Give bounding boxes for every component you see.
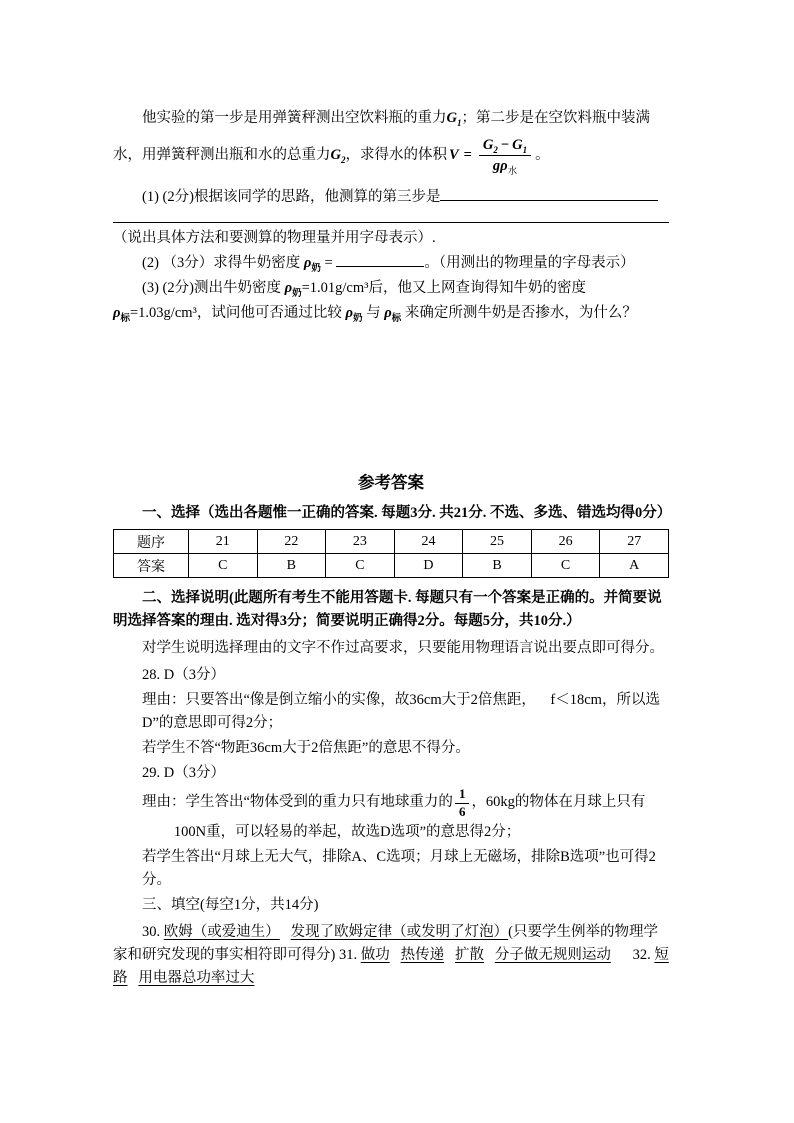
symbol-rho-milk: $\rho_奶$ xyxy=(345,305,363,325)
answer-cell: D xyxy=(394,554,463,578)
symbol-rho-standard: $\rho_标$ xyxy=(384,305,402,325)
question-3-line1 xyxy=(113,277,669,300)
spacer xyxy=(444,947,455,963)
section-1-title: 一、选择（选出各题惟一正确的答案. 每题3分. 共21分. 不选、多选、错选均得0分） xyxy=(142,505,672,522)
answer-blank-density xyxy=(336,252,424,267)
volume-fraction xyxy=(479,136,531,178)
question-1-text: (1) (2分)根据该同学的思路，他测算的第三步是 xyxy=(142,189,441,206)
answer-blank-line xyxy=(440,186,658,201)
question-1-note: （说出具体方法和要测算的物理量并用字母表示）. xyxy=(113,230,436,247)
section-2-title: 二、选择说明(此题所有考生不能用答题卡. 每题只有一个答案是正确的。并简要说明选择答案的理由. 选对得3分；简要说明正确得2分。每题5分，共10分.） xyxy=(113,590,662,630)
symbol-rho-milk: $\rho_奶$ xyxy=(284,280,302,300)
intro-line-1 xyxy=(113,107,669,130)
blank-answer: 做功 xyxy=(360,946,390,963)
answer-continuation-rule xyxy=(113,211,669,223)
minus-sign: − xyxy=(500,137,510,153)
equals-sign: = xyxy=(463,146,472,163)
symbol-rho-standard: $\rho_标$ xyxy=(113,305,130,325)
symbol-G2: $G_2$ xyxy=(330,146,346,165)
question-2-text: (2) （3分）求得牛奶密度 xyxy=(142,255,304,272)
spacer xyxy=(280,924,291,940)
question-1 xyxy=(113,186,669,209)
q28-reason: 理由：只要答出“像是倒立缩小的实像，故36cm大于2倍焦距， f＜18cm，所以选D”的意思即可得2分； xyxy=(142,692,660,732)
answer-cell: B xyxy=(257,554,326,578)
question-number: 27 xyxy=(600,530,669,554)
question-number: 23 xyxy=(326,530,395,554)
q29-label: 29. D（3分） xyxy=(142,765,225,782)
spacer xyxy=(390,947,401,963)
answer-table xyxy=(113,529,669,578)
answer-cell: C xyxy=(326,554,395,578)
blank-answer: 扩散 xyxy=(454,946,484,963)
blank-answer: 欧姆（或爱迪生） xyxy=(163,923,280,940)
intro-text-2: ；第二步是在空饮料瓶中装满 xyxy=(461,110,650,126)
answer-cell: C xyxy=(189,554,258,578)
q28-note: 若学生不答“物距36cm大于2倍焦距”的意思不得分。 xyxy=(142,740,470,757)
blank-answer: 短路 xyxy=(113,946,669,986)
question-number: 26 xyxy=(531,530,600,554)
symbol-G1: $G_1$ xyxy=(446,110,462,128)
blank-answer: 热传递 xyxy=(400,946,445,963)
question-number: 22 xyxy=(257,530,326,554)
intro-text-3: 水，用弹簧秤测出瓶和水的总重力 xyxy=(113,146,331,163)
equals-sign: = xyxy=(320,255,337,272)
q29-reason-text-2: ，60kg的物体在月球上只有 xyxy=(471,794,646,811)
q29-reason-text-1: 理由：学生答出“物体受到的重力只有地球重力的 xyxy=(142,794,453,811)
question-number: 21 xyxy=(189,530,258,554)
question-3-text-5: 来确定所测牛奶是否掺水，为什么？ xyxy=(401,305,637,322)
question-3-text-4: 与 xyxy=(362,305,385,322)
question-3-text-1: (3) (2分)测出牛奶密度 xyxy=(142,280,285,297)
q29-reason-line2: 100N重，可以轻易的举起，故选D选项”的意思得2分； xyxy=(173,823,521,840)
answers-heading: 参考答案 xyxy=(358,473,424,493)
blank-answer: 分子做无规则运动 xyxy=(494,946,611,963)
intro-line-2 xyxy=(113,136,669,178)
table-answer-row xyxy=(114,554,669,578)
one-sixth-fraction: $\frac{1}{6}$ xyxy=(455,787,470,819)
table-header-row xyxy=(114,530,669,554)
symbol-rho-milk: $\rho_奶$ xyxy=(303,255,321,275)
section-2-note: 对学生说明选择理由的文字不作过高要求，只要能用物理语言说出要点即可得分。 xyxy=(142,640,664,657)
intro-text-1: 他实验的第一步是用弹簧秤测出空饮料瓶的重力 xyxy=(142,110,447,126)
intro-text-5: 。 xyxy=(535,146,550,163)
volume-formula xyxy=(448,136,533,178)
answer-cell: A xyxy=(600,554,669,578)
spacer xyxy=(128,970,139,986)
q29-reason-line1 xyxy=(142,787,669,819)
blank-answer: 用电器总功率过大 xyxy=(138,969,255,986)
q30-number: 30. xyxy=(142,923,164,940)
question-3-line2 xyxy=(113,302,669,325)
question-3-text-3: =1.03g/cm³，试问他可否通过比较 xyxy=(130,305,346,322)
intro-text-4: ，求得水的体积 xyxy=(345,146,447,163)
question-3-text-2: =1.01g/cm³后，他又上网查询得知牛奶的密度 xyxy=(301,280,586,297)
q29-note: 若学生答出“月球上无大气，排除A、C选项；月球上无磁场，排除B选项”也可得2分。 xyxy=(142,848,656,888)
question-2 xyxy=(113,252,669,275)
question-2-note: 。（用测出的物理量的字母表示） xyxy=(424,255,635,272)
col-header: 题序 xyxy=(114,530,189,554)
q28-label: 28. D（3分） xyxy=(142,667,225,684)
row-header: 答案 xyxy=(114,554,189,578)
symbol-V: V xyxy=(448,146,459,163)
page-content xyxy=(113,107,672,992)
spacer xyxy=(484,947,495,963)
fraction-numerator: $G_2 - G_1$ xyxy=(479,136,531,156)
section-3-title: 三、填空(每空1分，共14分) xyxy=(142,896,319,913)
blank-answer: 发现了欧姆定律（或发明了灯泡） xyxy=(290,923,509,940)
q31-number: 31. xyxy=(338,946,361,963)
question-number: 24 xyxy=(394,530,463,554)
answer-cell: B xyxy=(463,554,532,578)
fraction-denominator: $g\rho_水$ xyxy=(492,158,518,178)
q30-note: (只要学生例举的物理学家和研究发现的事实相符即可得分) xyxy=(113,923,658,963)
q32-number: 32. xyxy=(610,946,655,963)
fill-in-answers xyxy=(113,921,669,990)
answer-cell: C xyxy=(531,554,600,578)
question-number: 25 xyxy=(463,530,532,554)
